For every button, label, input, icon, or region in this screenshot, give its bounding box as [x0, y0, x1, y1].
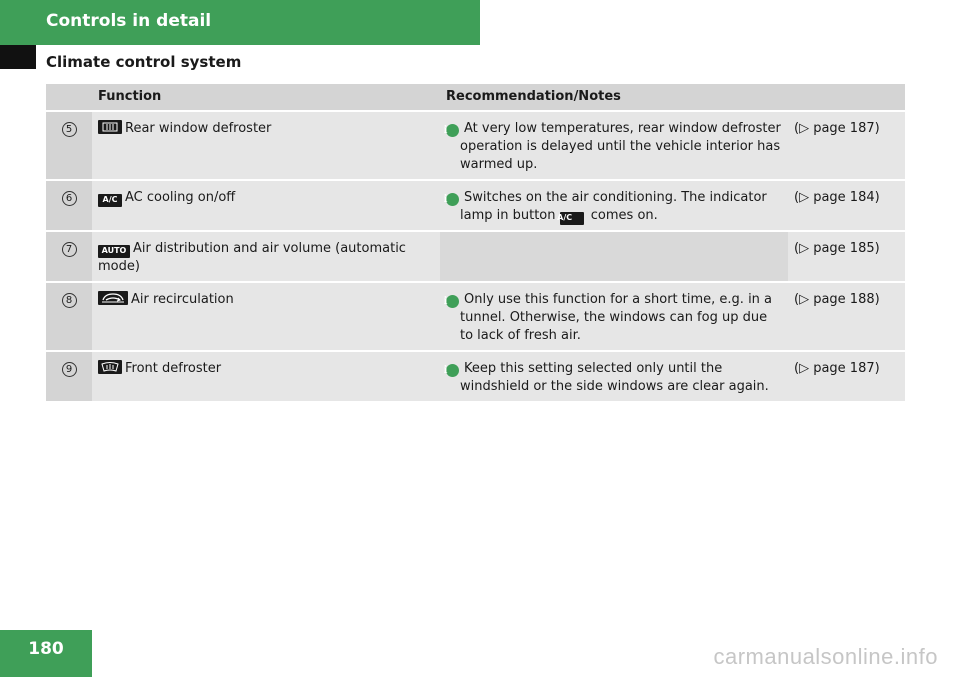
table-row [46, 352, 905, 403]
table-row [46, 181, 905, 232]
note-text-start: Switches on the air conditioning. The indicator lamp in button [460, 190, 767, 223]
header-notes: Recommendation/Notes [440, 84, 788, 112]
page-reference: (▷ page 188) [788, 283, 905, 352]
page-number: 180 [0, 630, 92, 677]
recirculation-icon [98, 291, 128, 305]
page-reference: (▷ page 187) [788, 112, 905, 181]
chapter-title: Controls in detail [46, 11, 212, 31]
item-number: 5 [62, 122, 77, 137]
note-text: Keep this setting selected only until the windshield or the side windows are clear again. [460, 361, 769, 394]
item-number: 9 [62, 362, 77, 377]
item-number: 6 [62, 191, 77, 206]
note-text: Only use this function for a short time, e.g. in a tunnel. Otherwise, the windows can fog up due to lack of fresh air. [460, 292, 773, 343]
page-reference: (▷ page 185) [788, 232, 905, 283]
page-reference: (▷ page 184) [788, 181, 905, 232]
section-marker [0, 45, 36, 69]
auto-key-icon: AUTO [98, 245, 130, 258]
info-icon: i [446, 193, 459, 206]
ac-key-icon: A/C [560, 212, 584, 225]
note-text: At very low temperatures, rear window defroster operation is delayed until the vehicle interior has warmed up. [460, 121, 781, 172]
function-label: AC cooling on/off [125, 190, 236, 205]
note-text-end: comes on. [590, 208, 658, 223]
function-label: Front defroster [125, 361, 222, 376]
section-title: Climate control system [46, 53, 242, 71]
header-number [46, 84, 92, 112]
note-empty [440, 232, 788, 283]
info-icon: i [446, 124, 459, 137]
header-function: Function [92, 84, 440, 112]
table-row [46, 112, 905, 181]
watermark: carmanualsonline.info [713, 644, 938, 669]
page-reference: (▷ page 187) [788, 352, 905, 403]
rear-defroster-icon [98, 120, 122, 134]
function-table [46, 84, 905, 403]
front-defroster-icon [98, 360, 122, 374]
table-row [46, 283, 905, 352]
header-reference [788, 84, 905, 112]
table-header-row [46, 84, 905, 112]
info-icon: i [446, 295, 459, 308]
table-row [46, 232, 905, 283]
function-label: Rear window defroster [125, 121, 272, 136]
chapter-header [0, 0, 480, 45]
info-icon: i [446, 364, 459, 377]
item-number: 7 [62, 242, 77, 257]
function-label: Air distribution and air volume (automatic mode) [98, 241, 406, 274]
function-label: Air recirculation [131, 292, 234, 307]
ac-key-icon: A/C [98, 194, 122, 207]
item-number: 8 [62, 293, 77, 308]
